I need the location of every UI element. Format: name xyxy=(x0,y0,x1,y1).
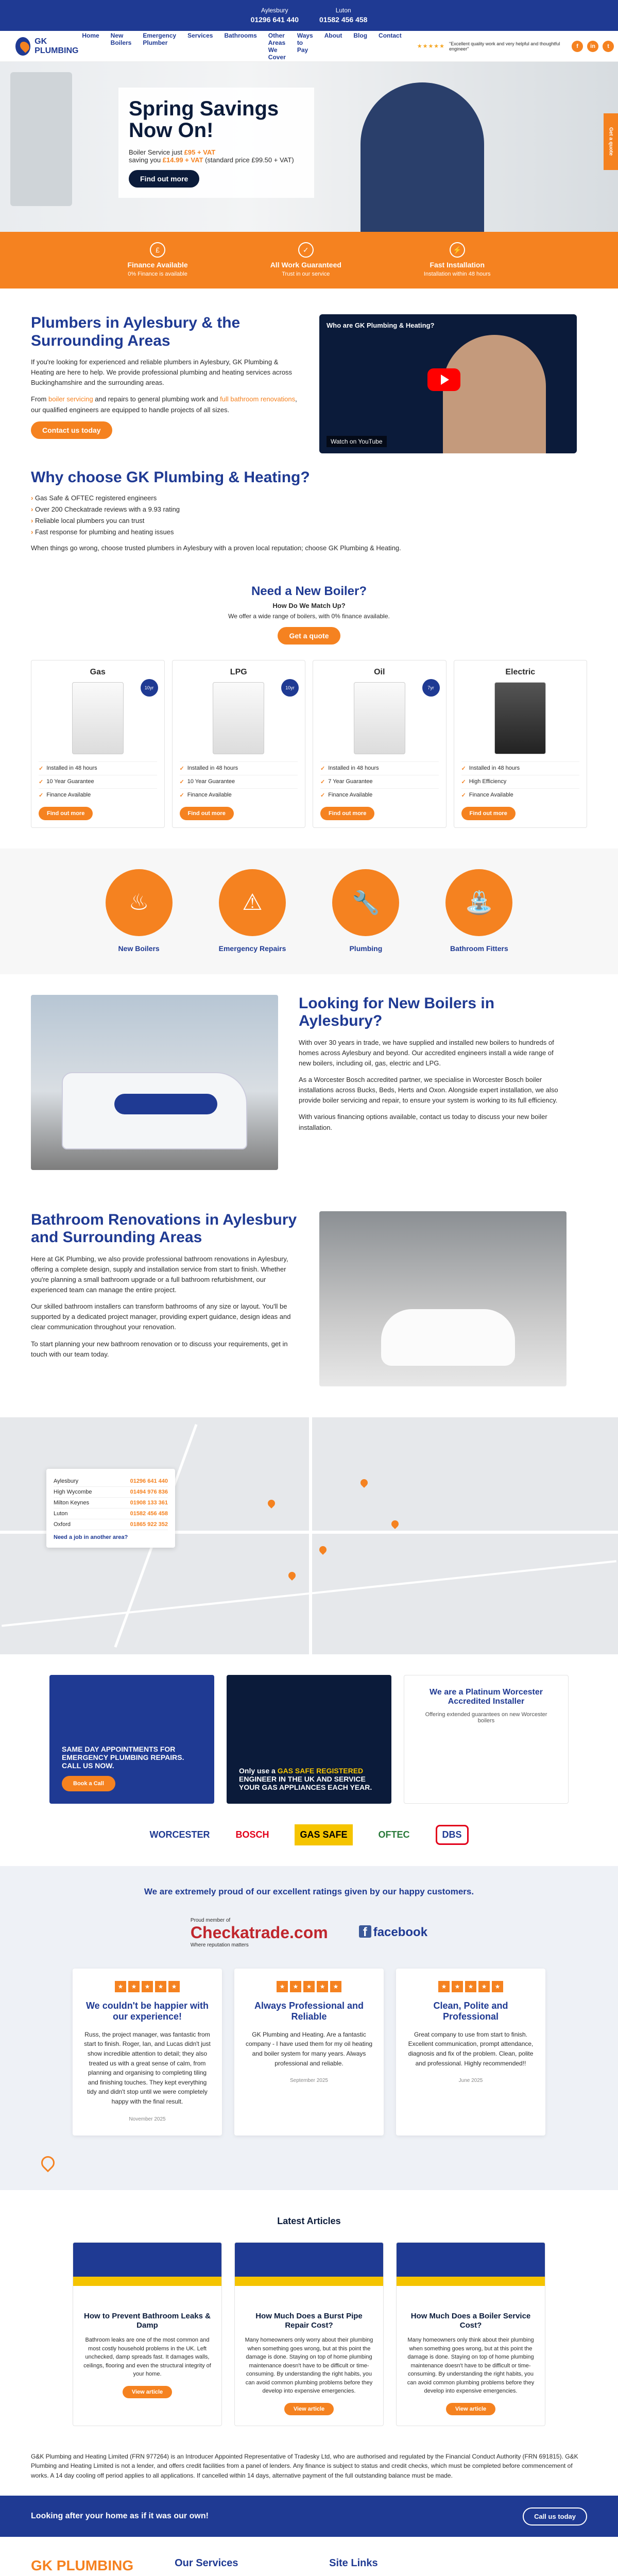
bathroom-split xyxy=(0,1191,618,1407)
nav-bathrooms[interactable]: Bathrooms xyxy=(224,31,257,39)
boiler-image xyxy=(494,682,546,754)
list-item[interactable]: Oxford 01865 922 352 xyxy=(54,1519,168,1530)
accreditation-logos xyxy=(0,1814,618,1866)
review-card: ★ ★ ★ ★ ★ We couldn't be happier with our experience! Russ, the project manager, was fantastic from start to finish. Roger, Ian, and Lucas didn't just show incredible attention to detail; they also treated us with a great sense of calm, from planning and organising to completing tiling and finishing touches. They kept everything tidy and didn't stop until we were completely happy with the final result. November 2025 xyxy=(73,1969,222,2136)
video-title: Who are GK Plumbing & Heating? xyxy=(327,321,435,329)
nav-home[interactable]: Home xyxy=(82,31,99,39)
review-card: ★ ★ ★ ★ ★ Always Professional and Reliable GK Plumbing and Heating. Are a fantastic company - I have used them for my oil heating and boiler system for many years. Always professional and reliable. September 2025 xyxy=(234,1969,384,2136)
review-platform-logos xyxy=(0,1918,618,1948)
article-card: How Much Does a Boiler Service Cost? Many homeowners only think about their plumbing when something goes wrong, but at this point the damage is done. Staying on top of home plumbing maintenance doesn't have to be difficult or time-consuming. By understanding the right habits, you can avoid common plumbing problems before they develop into expensive emergencies. View article xyxy=(396,2242,545,2426)
boiler-image xyxy=(72,682,124,754)
coverage-map[interactable] xyxy=(0,1417,618,1654)
other-area-link[interactable]: Need a job in another area? xyxy=(54,1534,128,1540)
phone-area-label: Aylesbury xyxy=(261,7,288,14)
get-quote-side-tab[interactable]: Get a quote xyxy=(604,113,618,170)
promo-worcester: We are a Platinum Worcester Accredited Installer Offering extended guarantees on new Worcester boilers xyxy=(404,1675,569,1804)
reviews-heading: We are extremely proud of our excellent ratings given by our happy customers. xyxy=(144,1886,474,1896)
get-quote-button[interactable]: Get a quote xyxy=(278,627,340,645)
guarantee-badge: 10yr xyxy=(141,679,158,697)
view-article-button[interactable]: View article xyxy=(446,2403,495,2415)
linkedin-icon[interactable]: in xyxy=(587,41,598,52)
reviews-section xyxy=(0,1866,618,2190)
footer-logo[interactable]: GK PLUMBING xyxy=(31,2557,134,2574)
map-pin-icon[interactable] xyxy=(359,1478,369,1488)
van-photo xyxy=(31,995,278,1170)
articles-section xyxy=(0,2190,618,2436)
guarantee-badge: 10yr xyxy=(281,679,299,697)
site-footer xyxy=(0,2537,618,2576)
hero-boiler-image xyxy=(10,72,72,206)
lightning-icon: ⚡ xyxy=(450,242,465,258)
pound-icon: £ xyxy=(150,242,165,258)
article-card: How Much Does a Burst Pipe Repair Cost? Many homeowners only worry about their plumbing when something goes wrong, but at this point the damage is done. Staying on top of home plumbing maintenance doesn't have to be difficult or time-consuming. By understanding the right habits, you can avoid common plumbing problems before they develop into expensive emergencies. View article xyxy=(234,2242,384,2426)
hero-cta-button[interactable]: Find out more xyxy=(129,170,199,188)
logo-text: GK PLUMBING xyxy=(35,37,79,55)
list-item[interactable]: Luton 01582 456 458 xyxy=(54,1509,168,1519)
boiler-image xyxy=(354,682,405,754)
services-row xyxy=(0,849,618,974)
footer-services: Our Services xyxy=(175,2557,238,2569)
find-out-more-button[interactable]: Find out more xyxy=(39,807,93,820)
nav-services[interactable]: Services xyxy=(187,31,213,39)
check-icon: ✓ xyxy=(298,242,314,258)
finance-disclaimer: G&K Plumbing and Heating Limited (FRN 977264) is an Introducer Appointed Representative of Tradesky Ltd, who are authorised and regulated by the Financial Conduct Authority (FRN 691815). G&K Plumbing and Heating Limited is not a lender, and offers credit facilities from a panel of lenders. Any finance is subject to status and credit checks, which must be completed before commencement of works. A 14 day cooling off period applies to all applications. If cancelled within 14 days, alternative payment of the full outstanding balance must be made. xyxy=(31,2452,578,2479)
map-pin-icon[interactable] xyxy=(318,1545,328,1555)
footer-site-links: Site Links xyxy=(329,2557,378,2569)
new-boilers-text: Looking for New Boilers in Aylesbury? With over 30 years in trade, we have supplied and installed new boilers to hundreds of homes across Aylesbury and beyond. Our accredited engineers install a wide range of new boilers, including oil, gas, electric and LPG. As a Worcester Bosch accredited partner, we specialise in Worcester Bosch boiler installations across Bucks, Beds, Herts and Oxon. Alongside expert installation, we also provide boiler servicing and repair, to ensure your system is working to its full efficiency. With various financing options available, contact us today to discuss your new boiler installation. xyxy=(299,995,566,1139)
article-cards xyxy=(0,2242,618,2426)
service-bathroom-fitters[interactable]: ⛲ Bathroom Fitters xyxy=(445,869,512,954)
guarantee-badge: 7yr xyxy=(422,679,440,697)
rating-stars-icon: ★★★★★ xyxy=(417,43,445,49)
find-out-more-button[interactable]: Find out more xyxy=(461,807,516,820)
gas-safe-logo: GAS SAFE xyxy=(295,1824,352,1845)
phone-number[interactable]: 01582 456 458 xyxy=(319,15,368,24)
header-right xyxy=(417,41,614,52)
bosch-logo: BOSCH xyxy=(235,1829,269,1840)
hero-card xyxy=(118,88,314,198)
nav-about[interactable]: About xyxy=(324,31,342,39)
shower-icon: ⛲ xyxy=(445,869,512,936)
bathroom-title: Bathroom Renovations in Aylesbury and Surrounding Areas xyxy=(31,1211,297,1246)
nav-other-areas[interactable]: Other Areas We Cover xyxy=(268,31,286,61)
top-phone-bar xyxy=(0,0,618,31)
why-choose-section: Why choose GK Plumbing & Heating? › Gas Safe & OFTEC registered engineers › Over 200 Checkatrade reviews with a 9.93 rating › Reliable local plumbers you can trust › Fast response for plumbing and heating issues When things go wrong, choose trusted plumbers in Aylesbury with a proven local reputation; choose GK Plumbing & Heating. xyxy=(0,469,618,569)
nav-blog[interactable]: Blog xyxy=(353,31,368,39)
site-logo[interactable] xyxy=(15,37,82,56)
intro-text: Plumbers in Aylesbury & the Surrounding Areas If you're looking for experienced and reliable plumbers in Aylesbury, GK Plumbing & Heating are here to help. We provide professional plumbing and heating services across Buckinghamshire and the surrounding areas. From boiler servicing and repairs to general plumbing work and full bathroom renovations, our qualified engineers are equipped to handle projects of all sizes. Contact us today xyxy=(31,314,299,453)
rating-quote: "Excellent quality work and very helpful and thoughtful engineer" xyxy=(449,41,560,52)
hero-offer: Boiler Service just £95 + VAT saving you £14.99 + VAT (standard price £99.50 + VAT) xyxy=(129,148,294,164)
why-list xyxy=(31,494,587,536)
map-pin-icon[interactable] xyxy=(390,1519,400,1529)
boiler-card-lpg: LPG 10yr ✓ Installed in 48 hours ✓ 10 Year Guarantee ✓ Finance Available Find out more xyxy=(172,660,306,828)
find-out-more-button[interactable]: Find out more xyxy=(320,807,374,820)
worcester-logo: WORCESTER xyxy=(149,1829,210,1840)
new-boiler-title: Need a New Boiler? xyxy=(251,584,367,598)
promo-emergency: SAME DAY APPOINTMENTS FOR EMERGENCY PLUMBING REPAIRS. CALL US NOW. Book a Call xyxy=(49,1675,214,1804)
why-title: Why choose GK Plumbing & Heating? xyxy=(31,469,310,486)
intro-title: Plumbers in Aylesbury & the Surrounding Areas xyxy=(31,314,241,349)
bathroom-renovations-link[interactable]: full bathroom renovations xyxy=(220,395,296,403)
nav-new-boilers[interactable]: New Boilers xyxy=(110,31,132,46)
service-plumbing[interactable]: 🔧 Plumbing xyxy=(332,869,399,954)
find-out-more-button[interactable]: Find out more xyxy=(180,807,234,820)
nav-contact[interactable]: Contact xyxy=(379,31,402,39)
boiler-icon: ♨ xyxy=(106,869,173,936)
facebook-logo[interactable]: f facebook xyxy=(359,1925,427,1940)
nav-ways-to-pay[interactable]: Ways to Pay xyxy=(297,31,313,54)
article-thumbnail[interactable] xyxy=(235,2243,383,2304)
review-cards xyxy=(0,1969,618,2136)
article-thumbnail[interactable] xyxy=(73,2243,221,2304)
site-header xyxy=(0,31,618,62)
list-item: › Over 200 Checkatrade reviews with a 9.93 rating xyxy=(31,505,587,513)
service-emergency-repairs[interactable]: ⚠ Emergency Repairs xyxy=(219,869,286,954)
list-item: › Reliable local plumbers you can trust xyxy=(31,517,587,524)
hero-title: Spring Savings Now On! xyxy=(129,97,279,142)
map-pin-icon[interactable] xyxy=(287,1570,297,1581)
location-pin-icon xyxy=(39,2153,58,2172)
play-icon[interactable] xyxy=(427,368,460,391)
twitter-icon[interactable]: t xyxy=(603,41,614,52)
phone-luton[interactable] xyxy=(319,7,367,24)
boiler-image xyxy=(213,682,264,754)
list-item[interactable]: Aylesbury 01296 641 440 xyxy=(54,1476,168,1487)
article-thumbnail[interactable] xyxy=(397,2243,545,2304)
promo-row xyxy=(0,1654,618,1814)
new-boiler-section: Need a New Boiler? How Do We Match Up? We offer a wide range of boilers, with 0% finance available. Get a quote Gas 10yr ✓ Installed in 48 hours ✓ 10 Year Guarantee ✓ Finance Available Find out more LPG 10yr ✓ Installed in 48 hours ✓ 10 Year Guarantee ✓ Finance Available Find out more Oil 7yr ✓ Installed in 48 hours ✓ 7 Year Guarantee ✓ Finance Available Find out more Electric ✓ Installed in 48 hours ✓ High Efficiency ✓ Finance Available Find out more xyxy=(0,569,618,849)
boiler-card-gas: Gas 10yr ✓ Installed in 48 hours ✓ 10 Year Guarantee ✓ Finance Available Find out more xyxy=(31,660,165,828)
list-item[interactable]: Milton Keynes 01908 133 361 xyxy=(54,1498,168,1509)
dbs-logo: DBS xyxy=(436,1825,469,1845)
service-new-boilers[interactable]: ♨ New Boilers xyxy=(106,869,173,954)
nav-emergency-plumber[interactable]: Emergency Plumber xyxy=(143,31,177,46)
list-item[interactable]: High Wycombe 01494 976 836 xyxy=(54,1487,168,1498)
hero-engineer-image xyxy=(360,82,484,232)
main-nav xyxy=(82,32,401,61)
view-article-button[interactable]: View article xyxy=(284,2403,334,2415)
cta-bar xyxy=(0,2496,618,2537)
hero-banner xyxy=(0,62,618,232)
contact-us-button[interactable]: Contact us today xyxy=(31,421,112,439)
five-star-icon: ★ ★ ★ ★ ★ xyxy=(83,1981,212,1992)
wrench-icon: 🔧 xyxy=(332,869,399,936)
watch-on-youtube-link[interactable]: Watch on YouTube xyxy=(327,436,387,447)
review-card: ★ ★ ★ ★ ★ Clean, Polite and Professional Great company to use from start to finish. Excellent communication, prompt attendance, diagnosis and fix of the problem. Clean, polite and professional. Highly recommended!! June 2025 xyxy=(396,1969,545,2136)
phone-aylesbury[interactable] xyxy=(251,7,299,24)
list-item: › Fast response for plumbing and heating issues xyxy=(31,528,587,536)
phone-number[interactable]: 01296 641 440 xyxy=(250,15,299,24)
feature-guarantee: ✓ All Work Guaranteed Trust in our service xyxy=(270,242,341,278)
book-call-button[interactable]: Book a Call xyxy=(62,1776,115,1791)
promo-gas-safe: Only use a GAS SAFE REGISTERED ENGINEER IN THE UK AND SERVICE YOUR GAS APPLIANCES EACH YEAR. xyxy=(227,1675,391,1804)
footer-brand xyxy=(31,2557,133,2576)
area-phone-box xyxy=(46,1469,175,1548)
bathroom-text: Bathroom Renovations in Aylesbury and Surrounding Areas Here at GK Plumbing, we also provide professional bathroom renovations in Aylesbury, offering a complete design, supply and installation service from start to finish. Whether you're planning a small bathroom upgrade or a full bathroom refurbishment, our experienced team can manage the entire project. Our skilled bathroom installers can transform bathrooms of any size or layout. You'll be supported by a dedicated project manager, providing expert guidance, design ideas and clear communication throughout your renovation. To start planning your new bathroom renovation or to discuss your requirements, get in touch with our team today. xyxy=(31,1211,299,1366)
boiler-cards xyxy=(31,660,587,828)
feature-strip xyxy=(0,232,618,289)
facebook-icon[interactable]: f xyxy=(572,41,583,52)
article-card: How to Prevent Bathroom Leaks & Damp Bathroom leaks are one of the most common and most costly household problems in the UK. Left unchecked, damp spreads fast. It damages walls, ceilings, flooring and even the structural integrity of your home. View article xyxy=(73,2242,222,2426)
checkatrade-logo[interactable]: Proud member of Checkatrade.com Where reputation matters xyxy=(190,1917,328,1948)
map-pin-icon[interactable] xyxy=(266,1498,277,1509)
bathroom-photo xyxy=(319,1211,566,1386)
articles-title: Latest Articles xyxy=(277,2215,341,2226)
feature-finance: £ Finance Available 0% Finance is available xyxy=(127,242,187,278)
phone-area-label: Luton xyxy=(335,7,351,14)
five-star-icon: ★ ★ ★ ★ ★ xyxy=(406,1981,535,1992)
facebook-icon: f xyxy=(359,1925,371,1938)
video-thumbnail xyxy=(443,335,546,453)
new-boilers-title: Looking for New Boilers in Aylesbury? xyxy=(299,994,495,1030)
boiler-card-electric: Electric ✓ Installed in 48 hours ✓ High Efficiency ✓ Finance Available Find out more xyxy=(454,660,588,828)
logo-drop-icon xyxy=(15,37,30,56)
warning-icon: ⚠ xyxy=(219,869,286,936)
oftec-logo: OFTEC xyxy=(378,1829,410,1840)
view-article-button[interactable]: View article xyxy=(123,2386,172,2398)
new-boilers-split xyxy=(0,974,618,1191)
intro-video[interactable] xyxy=(319,314,577,453)
five-star-icon: ★ ★ ★ ★ ★ xyxy=(245,1981,373,1992)
boiler-card-oil: Oil 7yr ✓ Installed in 48 hours ✓ 7 Year Guarantee ✓ Finance Available Find out more xyxy=(313,660,447,828)
cta-text: Looking after your home as if it was our own! xyxy=(31,2512,209,2521)
call-us-button[interactable]: Call us today xyxy=(523,2507,587,2526)
boiler-servicing-link[interactable]: boiler servicing xyxy=(48,395,93,403)
feature-fast-install: ⚡ Fast Installation Installation within 48 hours xyxy=(424,242,491,278)
list-item: › Gas Safe & OFTEC registered engineers xyxy=(31,494,587,502)
intro-section xyxy=(0,289,618,469)
